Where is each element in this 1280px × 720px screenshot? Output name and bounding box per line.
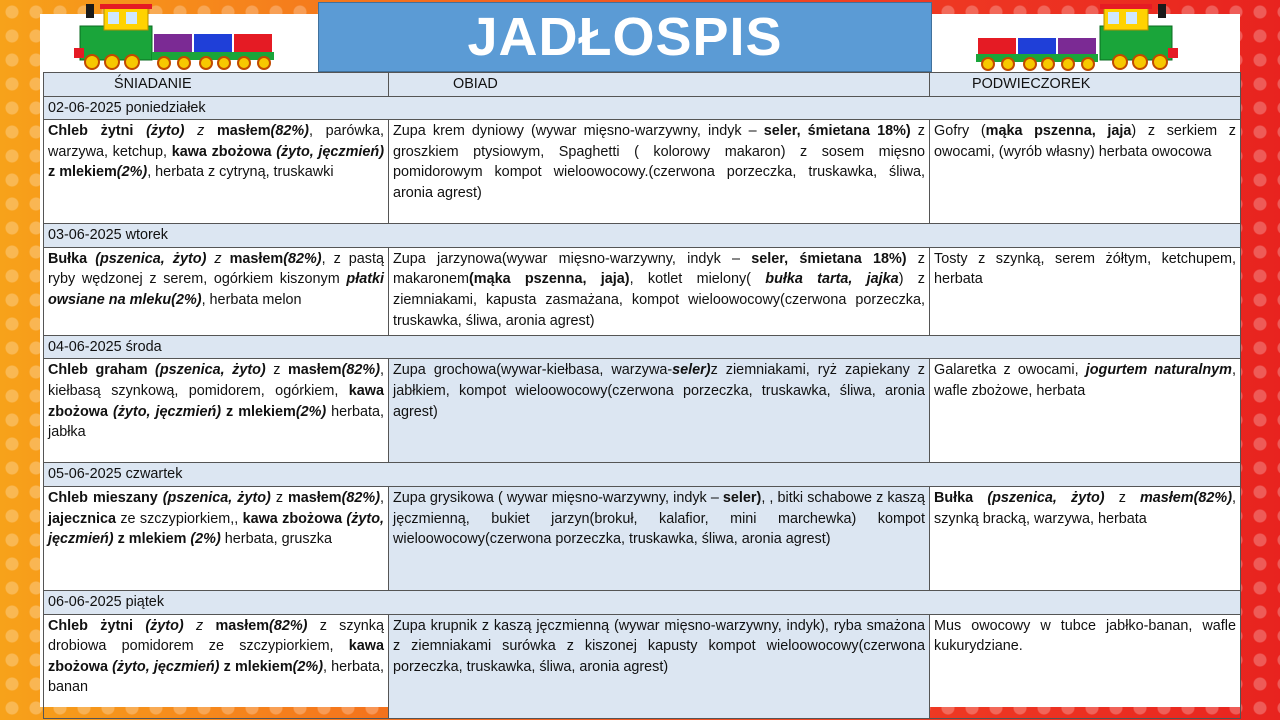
lunch-cell (389, 247, 930, 335)
page-title: JADŁOSPIS (318, 2, 932, 72)
menu-text-run: , , bitki schabowe z kaszą jęczmienną, bukiet jarzyn(brokuł, kalafior, mini marchewka) kompot wieloowocowy(czerwona porzeczka, truskawka, śliwa, aronia agrest) (393, 489, 925, 548)
day-date-row (44, 96, 1241, 120)
column-header-breakfast: ŚNIADANIE (44, 73, 389, 97)
menu-text-run: , kotlet mielony( (629, 271, 766, 288)
day-date: 03-06-2025 wtorek (44, 224, 1241, 248)
menu-text-run: (82%) (1193, 489, 1232, 506)
day-date: 06-06-2025 piątek (44, 590, 1241, 614)
menu-text-run: z mlekiem (221, 403, 296, 420)
day-date-row (44, 224, 1241, 248)
menu-text-run: z mlekiem (48, 164, 117, 181)
menu-text-run: bułka tarta, jajka (765, 271, 899, 288)
menu-text-run: (pszenica, żyto) (155, 362, 266, 379)
column-header-snack: PODWIECZOREK (930, 73, 1241, 97)
menu-text-run: z (183, 617, 216, 634)
menu-text-run: masłem (1140, 489, 1194, 506)
menu-text-run: masłem (216, 123, 271, 140)
menu-text-run: (82%) (341, 362, 380, 379)
menu-text-run: z (184, 123, 217, 140)
menu-text-run: , herbata, banan (48, 658, 384, 696)
menu-text-run: (żyto, jęczmień) (112, 403, 222, 420)
lunch-cell (389, 120, 930, 224)
menu-text-run: z (1104, 489, 1140, 506)
menu-text-run: z mlekiem (113, 531, 191, 548)
menu-text-run: z szynką drobiowa pomidorem ze szczypiorkiem, (48, 617, 384, 655)
snack-cell (930, 247, 1241, 335)
menu-text-run: jogurtem naturalnym (1085, 362, 1232, 379)
menu-text-run: z (270, 489, 288, 506)
breakfast-cell (44, 247, 389, 335)
menu-text-run: (2%) (116, 164, 148, 181)
menu-text-run: kawa zbożowa (48, 382, 384, 420)
menu-text-run: ) z serkiem z owocami, (wyrób własny) herbata owocowa (934, 123, 1236, 160)
menu-text-run: , parówka, warzywa, ketchup, (48, 123, 384, 160)
menu-text-run: Mus owocowy w tubce jabłko-banan, wafle kukurydziane. (934, 617, 1236, 655)
menu-text-run: z groszkiem ptysiowym, Spaghetti ( kolorowy makaron) z sosem mięsno pomidorowym kompot wieloowocowy.(czerwona porzeczka, truskawka, śliwa, aronia agrest) (393, 123, 925, 201)
menu-text-run: Chleb żytni (48, 617, 146, 634)
lunch-cell (389, 614, 930, 718)
breakfast-cell (44, 486, 389, 590)
menu-text-run: (2%) (171, 291, 202, 308)
menu-text-run: (żyto) (146, 123, 185, 140)
menu-text-run: masłem (287, 362, 342, 379)
menu-text-run: , szynką bracką, warzywa, herbata (934, 489, 1236, 527)
day-meals-row (44, 247, 1241, 335)
menu-days (44, 96, 1241, 718)
menu-text-run: Gofry ( (934, 123, 986, 140)
breakfast-cell (44, 614, 389, 718)
day-meals-row (44, 614, 1241, 718)
lunch-cell (389, 486, 930, 590)
menu-text-run: kawa zbożowa (48, 638, 384, 675)
menu-text-run: Bułka (48, 250, 96, 267)
menu-text-run: seler) (722, 489, 762, 506)
menu-text-run: masłem (288, 489, 342, 506)
toy-train-left-illustration (66, 0, 278, 72)
day-meals-row (44, 359, 1241, 463)
column-header-row (44, 73, 1241, 97)
menu-text-run: (82%) (283, 250, 322, 267)
menu-text-run: Zupa krem dyniowy (wywar mięsno-warzywny, indyk – (393, 123, 764, 140)
column-header-lunch: OBIAD (389, 73, 930, 97)
breakfast-cell (44, 359, 389, 463)
menu-text-run: Zupa grochowa(wywar-kiełbasa, warzywa- (393, 362, 673, 379)
menu-text-run: , herbata melon (201, 291, 302, 308)
menu-text-run: z (206, 250, 230, 267)
menu-text-run: (82%) (269, 617, 308, 634)
menu-text-run: Zupa krupnik z kaszą jęczmienną (wywar mięsno-warzywny, indyk), ryba smażona z ziemniakami surówka z kiszonej kapusty kompot wieloowocowy(czerwona porzeczka, truskawka, śliwa, aronia agrest) (393, 617, 925, 675)
toy-train-right-illustration (974, 0, 1186, 72)
menu-text-run: Tosty z szynką, serem żółtym, ketchupem, herbata (934, 250, 1236, 288)
menu-text-run: Chleb graham (48, 362, 156, 379)
menu-text-run: ) z ziemniakami, kapusta zasmażana, kompot wieloowocowy(czerwona porzeczka, truskawka, śliwa, aronia agrest) (393, 271, 925, 329)
menu-text-run: , z pastą ryby wędzonej z serem, ogórkiem kiszonym (48, 250, 385, 288)
menu-text-run: z makaronem (393, 250, 926, 288)
day-date: 05-06-2025 czwartek (44, 463, 1241, 487)
menu-text-run: z ziemniakami, ryż zapiekany z jabłkiem, kompot wieloowocowy(czerwona porzeczka, truskawka, śliwa, aronia agrest) (393, 362, 925, 420)
snack-cell (930, 120, 1241, 224)
menu-text-run: (pszenica, żyto) (987, 489, 1105, 506)
menu-text-run: (żyto, jęczmień) (48, 510, 384, 548)
snack-cell (930, 614, 1241, 718)
menu-text-run: (mąka pszenna, jaja) (468, 271, 630, 288)
breakfast-cell (44, 120, 389, 224)
menu-text-run: płatki owsiane na mleku (48, 271, 384, 308)
menu-text-run: mąka pszenna, jaja (985, 123, 1132, 140)
menu-text-run: (pszenica, żyto) (95, 250, 207, 267)
day-date-row (44, 590, 1241, 614)
menu-text-run: (2%) (295, 403, 327, 420)
lunch-cell (389, 359, 930, 463)
menu-text-run: ze szczypiorkiem,, (116, 510, 243, 527)
menu-text-run: herbata, gruszka (220, 531, 332, 548)
snack-cell (930, 486, 1241, 590)
menu-text-run: Galaretka z owocami, (934, 362, 1086, 379)
menu-text-run: (żyto, jęczmień) (112, 658, 220, 675)
menu-text-run: (82%) (341, 489, 380, 506)
menu-text-run: (2%) (190, 531, 221, 548)
menu-table (43, 72, 1241, 719)
menu-text-run: Bułka (934, 489, 988, 506)
menu-text-run: z (265, 362, 288, 379)
menu-text-run: (żyto) (145, 617, 184, 634)
day-meals-row (44, 486, 1241, 590)
menu-text-run: masłem (229, 250, 284, 267)
day-date-row (44, 463, 1241, 487)
menu-text-run: jajecznica (48, 510, 116, 527)
menu-text-run: Chleb żytni (48, 123, 147, 140)
menu-text-run: (2%) (292, 658, 323, 675)
menu-text-run: seler) (672, 362, 711, 379)
day-date-row (44, 335, 1241, 359)
menu-text-run: z mlekiem (219, 658, 293, 675)
menu-text-run: seler, śmietana 18%) (763, 123, 911, 140)
menu-text-run: seler, śmietana 18%) (751, 250, 907, 267)
menu-text-run: masłem (215, 617, 270, 634)
menu-text-run: Chleb mieszany (48, 489, 163, 506)
menu-text-run: kawa zbożowa (242, 510, 347, 527)
menu-text-run: Zupa jarzynowa(wywar mięsno-warzywny, indyk – (393, 250, 752, 267)
snack-cell (930, 359, 1241, 463)
menu-text-run: (82%) (270, 123, 309, 140)
menu-text-run: (pszenica, żyto) (162, 489, 271, 506)
menu-text-run: kawa zbożowa (171, 143, 277, 160)
day-meals-row (44, 120, 1241, 224)
menu-text-run: , herbata z cytryną, truskawki (147, 164, 334, 181)
menu-text-run: (żyto, jęczmień) (276, 143, 384, 160)
menu-text-run: , (380, 489, 384, 506)
menu-text-run: Zupa grysikowa ( wywar mięsno-warzywny, indyk – (393, 489, 723, 506)
menu-text-run: , wafle zbożowe, herbata (934, 362, 1236, 399)
menu-text-run: herbata, jabłka (48, 403, 384, 441)
menu-text-run: , kiełbasą szynkową, pomidorem, ogórkiem, (48, 362, 384, 399)
day-date: 02-06-2025 poniedziałek (44, 96, 1241, 120)
day-date: 04-06-2025 środa (44, 335, 1241, 359)
